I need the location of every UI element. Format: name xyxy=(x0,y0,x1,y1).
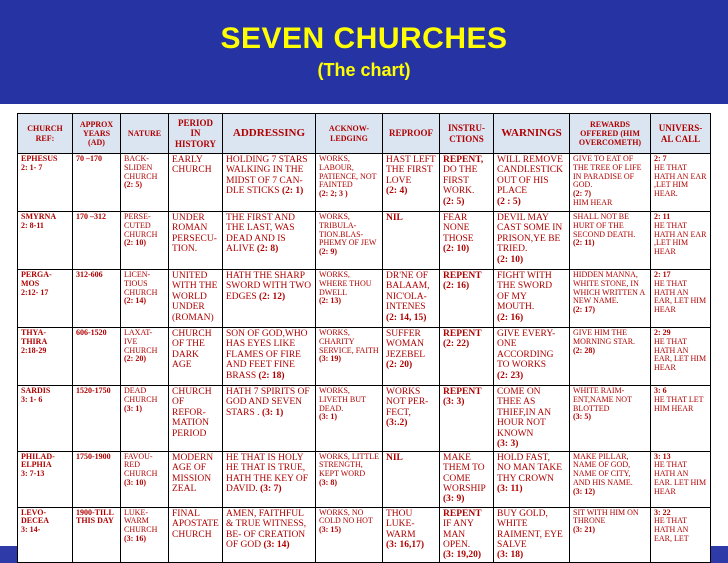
rewards-ref: (2: 17) xyxy=(573,305,595,315)
universal-ref: 2: 11 xyxy=(654,212,671,221)
church-cell xyxy=(18,212,73,270)
warnings-cell xyxy=(494,451,570,507)
reproof-cell xyxy=(383,154,440,212)
addressing-cell xyxy=(223,154,316,212)
nature-cell xyxy=(121,328,169,386)
header-nature: NATURE xyxy=(121,114,169,154)
church-name: PERGA-MOS xyxy=(21,270,52,288)
header-period: PERIOD IN HISTORY xyxy=(169,114,223,154)
acknowledging-cell xyxy=(316,328,383,386)
period-cell xyxy=(169,154,223,212)
church-ref: 3: 1- 6 xyxy=(21,394,43,404)
church-name: SMYRNA xyxy=(21,212,57,221)
addressing-cell xyxy=(223,212,316,270)
warnings-text: FIGHT WITH THE SWORD OF MY MOUTH. xyxy=(497,271,553,313)
seven-churches-table xyxy=(17,113,711,563)
reproof-cell xyxy=(383,212,440,270)
reproof-ref: (3: 16,17) xyxy=(386,539,424,550)
years-value: 170 –312 xyxy=(76,212,106,221)
instructions-text: MAKE THEM TO COME WORSHIP xyxy=(443,452,486,494)
period-cell xyxy=(169,212,223,270)
acknowledging-ref: (2: 13) xyxy=(319,296,341,306)
universal-text: HE THAT HATH AN EAR, LET xyxy=(654,516,689,544)
instructions-text: FEAR NONE THOSE xyxy=(443,213,474,244)
acknowledging-ref: (3: 15) xyxy=(319,525,341,535)
warnings-ref: (3: 18) xyxy=(497,550,524,561)
nature-cell xyxy=(121,212,169,270)
nature-text: DEAD CHURCH xyxy=(124,386,158,404)
universal-call-cell xyxy=(651,507,711,562)
table-row xyxy=(18,212,711,270)
warnings-cell xyxy=(494,154,570,212)
addressing-ref: (2: 12) xyxy=(259,291,286,302)
addressing-cell xyxy=(223,386,316,452)
nature-text: LUKE-WARM CHURCH xyxy=(124,507,158,535)
universal-text: HE THAT HATH AN EAR, LET HIM HEAR xyxy=(654,336,707,373)
warnings-text: COME ON THEE AS THIEF,IN AN HOUR NOT KNOWN xyxy=(497,387,552,439)
reproof-ref: (2: 4) xyxy=(386,186,408,197)
header-church-ref: CHURCH REF: xyxy=(18,114,73,154)
nature-ref: (3: 10) xyxy=(124,478,146,488)
years-cell xyxy=(73,507,121,562)
nature-text: LAXAT-IVE CHURCH xyxy=(124,328,158,355)
instructions-cell xyxy=(440,212,494,270)
warnings-ref: (2: 10) xyxy=(497,254,524,265)
rewards-cell xyxy=(570,328,651,386)
header-acknowledging: ACKNOW-LEDGING xyxy=(316,114,383,154)
years-cell xyxy=(73,270,121,328)
nature-text: PERSE-CUTED CHURCH xyxy=(124,212,158,239)
acknowledging-text: WORKS, LITTLE STRENGTH, KEPT WORD xyxy=(319,451,379,479)
rewards-text: SIT WITH HIM ON THRONE xyxy=(573,507,639,526)
universal-text: HE THAT HATH AN EAR ,LET HIM HEAR xyxy=(654,220,707,257)
period-cell xyxy=(169,451,223,507)
acknowledging-cell xyxy=(316,386,383,452)
rewards-cell xyxy=(570,386,651,452)
addressing-cell xyxy=(223,328,316,386)
years-value: 312-606 xyxy=(76,270,103,279)
universal-ref: 3: 6 xyxy=(654,386,667,395)
header-universal-call: UNIVERS-AL CALL xyxy=(651,114,711,154)
warnings-text: GIVE EVERY-ONE ACCORDING TO WORKS xyxy=(497,329,556,371)
years-value: 1520-1750 xyxy=(76,386,111,395)
acknowledging-text: WORKS, LABOUR, PATIENCE, NOT FAINTED xyxy=(319,154,377,190)
instructions-text: IF ANY MAN OPEN. xyxy=(443,519,474,550)
years-cell xyxy=(73,451,121,507)
church-cell xyxy=(18,451,73,507)
nature-cell xyxy=(121,386,169,452)
addressing-ref: (3: 14) xyxy=(263,539,290,550)
nature-text: LICEN-TIOUS CHURCH xyxy=(124,270,158,297)
acknowledging-cell xyxy=(316,212,383,270)
instructions-head: REPENT xyxy=(443,329,482,339)
years-cell xyxy=(73,212,121,270)
addressing-text: SON OF GOD,WHO HAS EYES LIKE FLAMES OF FIRE AND FEET FINE BRASS xyxy=(226,329,308,381)
years-cell xyxy=(73,328,121,386)
church-cell xyxy=(18,328,73,386)
warnings-cell xyxy=(494,507,570,562)
universal-ref: 3: 22 xyxy=(654,507,671,517)
church-name: THYA-THIRA xyxy=(21,328,48,346)
rewards-ref: (3: 12) xyxy=(573,486,595,496)
slide-subtitle: (The chart) xyxy=(317,60,411,80)
period-text: CHURCH OF THE DARK AGE xyxy=(172,329,212,371)
addressing-ref: (2: 8) xyxy=(256,244,279,255)
instructions-head: REPENT xyxy=(443,271,482,281)
universal-call-cell xyxy=(651,154,711,212)
warnings-ref: (3: 11) xyxy=(497,483,523,494)
church-cell xyxy=(18,154,73,212)
acknowledging-cell xyxy=(316,154,383,212)
instructions-ref: (2: 16) xyxy=(443,281,470,292)
reproof-ref: (3:.2) xyxy=(386,418,408,429)
addressing-cell xyxy=(223,270,316,328)
acknowledging-text: WORKS, WHERE THOU DWELL xyxy=(319,270,372,297)
reproof-text: THOU LUKE-WARM xyxy=(386,508,416,540)
universal-call-cell xyxy=(651,270,711,328)
addressing-ref: (2: 1) xyxy=(281,186,304,197)
addressing-text: HE THAT IS HOLY HE THAT IS TRUE, HATH THE KEY OF DAVID. xyxy=(226,452,309,494)
church-ref: 2:12- 17 xyxy=(21,287,49,297)
addressing-ref: (3: 7) xyxy=(260,483,282,494)
nature-ref: (2: 10) xyxy=(124,238,146,248)
reproof-text: NIL xyxy=(386,452,403,463)
years-value: 606-1520 xyxy=(76,328,107,337)
acknowledging-cell xyxy=(316,270,383,328)
acknowledging-text: WORKS, TRIBULA-TION.BLAS-PHEMY OF JEW xyxy=(319,212,377,248)
rewards-text: HIDDEN MANNA, WHITE STONE, IN WHICH WRITTEN A NEW NAME. xyxy=(573,270,645,306)
years-value: 70 –170 xyxy=(76,154,102,163)
addressing-text: HATH THE SHARP SWORD WITH TWO EDGES xyxy=(226,271,312,302)
rewards-extra: HIM HEAR xyxy=(573,197,613,207)
slide-title: SEVEN CHURCHES xyxy=(220,22,508,55)
universal-call-cell xyxy=(651,212,711,270)
church-ref: 2: 1- 7 xyxy=(21,162,43,172)
church-ref: 2:18-29 xyxy=(21,345,47,355)
warnings-text: BUY GOLD, WHITE RAIMENT, EYE SALVE xyxy=(497,508,563,550)
rewards-ref: (3: 5) xyxy=(573,412,591,422)
addressing-text: HATH 7 SPIRITS OF GOD AND SEVEN STARS . xyxy=(226,387,310,418)
warnings-text: DEVIL MAY CAST SOME IN PRISON,YE BE TRIED. xyxy=(497,213,563,255)
universal-ref: 2: 17 xyxy=(654,270,671,279)
church-cell xyxy=(18,507,73,562)
instructions-ref: (3: 19,20) xyxy=(443,550,481,561)
period-cell xyxy=(169,328,223,386)
period-text: MODERN AGE OF MISSION ZEAL xyxy=(172,452,214,494)
acknowledging-ref: (2: 9) xyxy=(319,247,337,257)
reproof-text: SUFFER WOMAN JEZEBEL xyxy=(386,329,426,360)
reproof-cell xyxy=(383,328,440,386)
table-row xyxy=(18,270,711,328)
table-row xyxy=(18,451,711,507)
warnings-ref: (2: 23) xyxy=(497,370,524,381)
period-cell xyxy=(169,507,223,562)
acknowledging-ref: (3: 19) xyxy=(319,354,341,364)
church-name: EPHESUS xyxy=(21,154,58,163)
universal-call-cell xyxy=(651,451,711,507)
addressing-cell xyxy=(223,451,316,507)
instructions-head: REPENT, xyxy=(443,155,484,165)
universal-text: HE THAT LET HIM HEAR xyxy=(654,394,704,413)
reproof-text: WORKS NOT PER-FECT, xyxy=(386,387,429,418)
instructions-ref: (3: 9) xyxy=(443,494,465,505)
church-name: LEVO-DECEA xyxy=(21,507,50,526)
years-value: 1900-TILL THIS DAY xyxy=(76,507,114,526)
rewards-cell xyxy=(570,451,651,507)
addressing-ref: (3: 1) xyxy=(261,407,284,418)
church-ref: 2: 8-11 xyxy=(21,220,44,230)
rewards-text: WHITE RAIM-ENT,NAME NOT BLOTTED xyxy=(573,386,632,413)
rewards-ref: (2: 7) xyxy=(573,189,591,199)
church-cell xyxy=(18,386,73,452)
universal-ref: 3: 13 xyxy=(654,451,671,461)
instructions-cell xyxy=(440,328,494,386)
addressing-text: HOLDING 7 STARS WALKING IN THE MIDST OF 7 CAN- DLE STICKS xyxy=(226,155,308,197)
table-row xyxy=(18,386,711,452)
reproof-cell xyxy=(383,507,440,562)
universal-call-cell xyxy=(651,328,711,386)
church-ref: 3: 7-13 xyxy=(21,469,45,479)
instructions-ref: (2: 5) xyxy=(443,196,465,207)
rewards-text: GIVE HIM THE MORNING STAR. xyxy=(573,328,636,346)
reproof-text: DR'NE OF BALAAM, NIC'OLA-INTENES xyxy=(386,271,430,313)
years-value: 1750-1900 xyxy=(76,451,111,461)
table-row xyxy=(18,154,711,212)
table-row xyxy=(18,328,711,386)
reproof-cell xyxy=(383,386,440,452)
universal-call-cell xyxy=(651,386,711,452)
rewards-cell xyxy=(570,270,651,328)
header-rewards: REWARDS OFFERED (HIM OVERCOMETH) xyxy=(570,114,651,154)
warnings-ref: (3: 3) xyxy=(497,439,519,450)
church-name: SARDIS xyxy=(21,386,51,395)
nature-cell xyxy=(121,154,169,212)
table-row xyxy=(18,507,711,562)
warnings-cell xyxy=(494,328,570,386)
warnings-cell xyxy=(494,212,570,270)
rewards-ref: (2: 28) xyxy=(573,345,595,355)
reproof-cell xyxy=(383,270,440,328)
nature-ref: (3: 1) xyxy=(124,403,142,413)
universal-ref: 2: 29 xyxy=(654,328,671,337)
header-warnings: WARNINGS xyxy=(494,114,570,154)
nature-ref: (3: 16) xyxy=(124,534,146,544)
instructions-cell xyxy=(440,270,494,328)
addressing-text: THE FIRST AND THE LAST, WAS DEAD AND IS ALIVE xyxy=(226,213,295,255)
rewards-cell xyxy=(570,154,651,212)
rewards-cell xyxy=(570,212,651,270)
acknowledging-ref: (3: 1) xyxy=(319,412,337,422)
header-instructions: INSTRU-CTIONS xyxy=(440,114,494,154)
rewards-text: SHALL NOT BE HURT OF THE SECOND DEATH. xyxy=(573,212,636,239)
universal-text: HE THAT HATH AN EAR ,LET HIM HEAR. xyxy=(654,162,707,199)
years-cell xyxy=(73,154,121,212)
acknowledging-ref: (3: 8) xyxy=(319,478,337,488)
header-row xyxy=(18,114,711,154)
addressing-ref: (2: 18) xyxy=(258,370,285,381)
nature-cell xyxy=(121,451,169,507)
header-approx-years: APPROX YEARS (AD) xyxy=(73,114,121,154)
warnings-text: HOLD FAST, NO MAN TAKE THY CROWN xyxy=(497,452,563,484)
years-cell xyxy=(73,386,121,452)
period-text: EARLY CHURCH xyxy=(172,155,212,176)
instructions-ref: (3: 3) xyxy=(443,397,465,408)
instructions-cell xyxy=(440,507,494,562)
instructions-head: REPENT xyxy=(443,508,482,519)
instructions-head: REPENT xyxy=(443,387,482,397)
reproof-text: HAST LEFT THE FIRST LOVE xyxy=(386,155,436,186)
header-reproof: REPROOF xyxy=(383,114,440,154)
acknowledging-ref: (2: 2; 3 ) xyxy=(319,189,348,199)
church-cell xyxy=(18,270,73,328)
header-addressing: ADDRESSING xyxy=(223,114,316,154)
instructions-text: DO THE FIRST WORK. xyxy=(443,165,478,197)
rewards-ref: (2: 11) xyxy=(573,238,595,248)
rewards-ref: (3: 21) xyxy=(573,525,595,535)
nature-text: BACK-SLIDEN CHURCH xyxy=(124,154,158,181)
universal-text: HE THAT HATH AN EAR. LET HIM HEAR xyxy=(654,460,707,496)
period-cell xyxy=(169,386,223,452)
universal-ref: 2: 7 xyxy=(654,154,667,163)
acknowledging-text: WORKS, CHARITY SERVICE, FAITH xyxy=(319,328,379,355)
instructions-cell xyxy=(440,386,494,452)
acknowledging-cell xyxy=(316,451,383,507)
period-text: UNITED WITH THE WORLD UNDER (ROMAN) xyxy=(172,271,218,323)
acknowledging-text: WORKS, NO COLD NO HOT xyxy=(319,507,373,526)
addressing-text: AMEN, FAITHFUL & TRUE WITNESS, BE- OF CREATION OF GOD xyxy=(226,508,307,550)
acknowledging-text: WORKS, LIVETH BUT DEAD. xyxy=(319,386,366,413)
rewards-cell xyxy=(570,507,651,562)
nature-ref: (2: 14) xyxy=(124,296,146,306)
nature-ref: (2: 5) xyxy=(124,180,142,190)
warnings-ref: (2 : 5) xyxy=(497,196,521,207)
nature-text: FAVOU-RED CHURCH xyxy=(124,451,158,479)
warnings-ref: (2: 16) xyxy=(497,312,524,323)
period-text: FINAL APOSTATE CHURCH xyxy=(172,508,219,540)
instructions-ref: (2: 10) xyxy=(443,244,470,255)
universal-text: HE THAT HATH AN EAR, LET HIM HEAR xyxy=(654,278,707,315)
period-text: CHURCH OF REFOR-MATION PERIOD xyxy=(172,387,212,439)
church-ref: 3: 14- xyxy=(21,525,41,535)
nature-cell xyxy=(121,507,169,562)
warnings-cell xyxy=(494,386,570,452)
instructions-cell xyxy=(440,154,494,212)
reproof-ref: (2: 14, 15) xyxy=(386,312,427,323)
church-name: PHILAD-ELPHIA xyxy=(21,451,55,470)
reproof-text: NIL xyxy=(386,213,403,223)
rewards-text: GIVE TO EAT OF THE TREE OF LIFE IN PARADISE OF GOD. xyxy=(573,154,642,190)
acknowledging-cell xyxy=(316,507,383,562)
period-text: UNDER ROMAN PERSECU-TION. xyxy=(172,213,217,255)
addressing-cell xyxy=(223,507,316,562)
warnings-text: WILL REMOVE CANDLESTICK OUT OF HIS PLACE xyxy=(497,155,563,197)
instructions-ref: (2: 22) xyxy=(443,339,470,350)
nature-cell xyxy=(121,270,169,328)
nature-ref: (2: 20) xyxy=(124,354,146,364)
reproof-ref: (2: 20) xyxy=(386,360,413,371)
period-cell xyxy=(169,270,223,328)
reproof-cell xyxy=(383,451,440,507)
instructions-cell xyxy=(440,451,494,507)
warnings-cell xyxy=(494,270,570,328)
rewards-text: MAKE PILLAR, NAME OF GOD, NAME OF CITY, AND HIS NAME. xyxy=(573,451,633,488)
